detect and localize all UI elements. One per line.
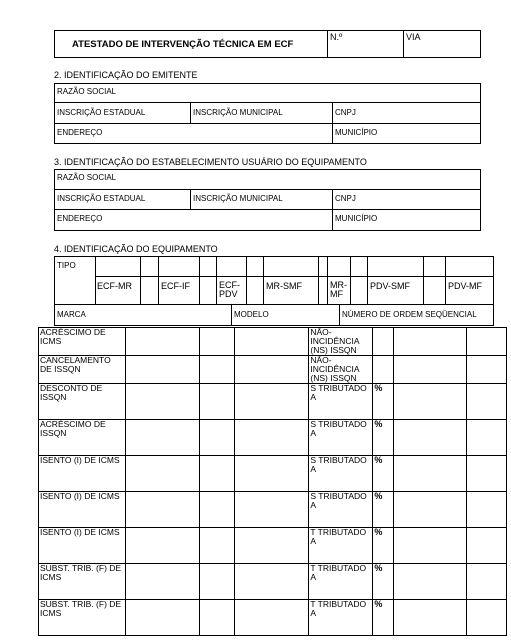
tributo-empty-cell [125, 420, 199, 456]
tributo-empty-cell [234, 600, 309, 636]
tributo-empty-cell [199, 564, 234, 600]
tributo-empty-cell [199, 492, 234, 528]
equipamento-marca: MARCA [57, 310, 86, 319]
equipamento-row-line-1 [95, 276, 494, 277]
tributo-empty-cell [234, 456, 309, 492]
equipamento-section-title: 4. IDENTIFICAÇÃO DO EQUIPAMENTO [54, 244, 218, 254]
equipamento-numero-ordem: NÚMERO DE ORDEM SEQÜENCIAL [342, 310, 477, 319]
tipo-col-line [367, 256, 368, 304]
marca-col-line [231, 304, 232, 326]
tributo-empty-cell [467, 492, 507, 528]
tributo-pct-label: % [373, 384, 394, 420]
equipamento-row-line-2 [54, 304, 494, 305]
tipo-col-line [350, 256, 351, 304]
tributo-empty-cell [467, 356, 507, 384]
header-divider-1 [327, 30, 328, 58]
tributo-empty-cell [394, 600, 467, 636]
tipo-col-line [327, 256, 328, 304]
estabelecimento-cnpj: CNPJ [335, 194, 356, 203]
tributo-mid-label: S TRIBUTADO A [309, 420, 373, 456]
emitente-row-line-1 [54, 102, 481, 103]
tributo-empty-cell [234, 492, 309, 528]
tributo-empty-cell [199, 600, 234, 636]
tributo-left-label: ACRÉSCIMO DE ISSQN [39, 420, 126, 456]
tributo-mid-label: T TRIBUTADO A [309, 600, 373, 636]
tributo-empty-cell [467, 420, 507, 456]
tributo-empty-cell [467, 528, 507, 564]
estabelecimento-row-line-1 [54, 189, 481, 190]
tipo-pdv-mf: PDV-MF [448, 281, 483, 291]
tipo-pdv-smf: PDV-SMF [370, 281, 411, 291]
tributo-pct-label: % [373, 420, 394, 456]
tributo-row [39, 356, 507, 384]
tributo-empty-cell [199, 456, 234, 492]
tributo-empty-cell [394, 384, 467, 420]
tributo-empty-cell [467, 384, 507, 420]
tributo-empty-cell [199, 328, 234, 356]
numero-label: N.º [330, 32, 343, 42]
emitente-col-line-2 [332, 102, 333, 144]
tributo-left-label: ISENTO (I) DE ICMS [39, 456, 126, 492]
tipo-col-line [158, 256, 159, 304]
tributo-empty-cell [234, 356, 309, 384]
tributo-empty-cell [125, 328, 199, 356]
tributo-empty-cell [394, 456, 467, 492]
tributo-left-label: SUBST. TRIB. (F) DE ICMS [39, 564, 126, 600]
tributo-empty-cell [234, 384, 309, 420]
tributo-row [39, 492, 507, 528]
tributo-row [39, 456, 507, 492]
estabelecimento-row-line-2 [54, 209, 481, 210]
header-divider-2 [403, 30, 404, 58]
tipo-col-line [95, 256, 96, 304]
tributo-empty-cell [199, 384, 234, 420]
tributo-empty-cell [125, 564, 199, 600]
tributo-empty-cell [394, 492, 467, 528]
tributo-row [39, 564, 507, 600]
estabelecimento-municipio: MUNICÍPIO [335, 214, 378, 223]
tributo-empty-cell [125, 600, 199, 636]
tributo-empty-cell [394, 528, 467, 564]
tributo-left-label: ISENTO (I) DE ICMS [39, 528, 126, 564]
tributo-empty-cell [467, 600, 507, 636]
tipo-col-line [246, 256, 247, 304]
tributo-empty-cell [234, 528, 309, 564]
tributo-empty-cell [234, 328, 309, 356]
estabelecimento-razao-social: RAZÃO SOCIAL [57, 173, 117, 182]
document-title: ATESTADO DE INTERVENÇÃO TÉCNICA EM ECF [72, 39, 294, 50]
modelo-col-line [339, 304, 340, 326]
tributo-empty-cell [467, 328, 507, 356]
tributo-empty-cell [125, 492, 199, 528]
estabelecimento-col-line-2 [332, 189, 333, 231]
tributo-pct-label: % [373, 564, 394, 600]
tributo-empty-cell [199, 356, 234, 384]
emitente-endereco: ENDEREÇO [57, 128, 103, 137]
tributo-pct-label: % [373, 492, 394, 528]
equipamento-modelo: MODELO [234, 310, 269, 319]
tributo-empty-cell [125, 528, 199, 564]
tipo-mr-mf: MR-MF [330, 280, 347, 299]
tributo-mid-label: T TRIBUTADO A [309, 528, 373, 564]
estabelecimento-inscricao-estadual: INSCRIÇÃO ESTADUAL [57, 194, 146, 203]
tributo-empty-cell [234, 420, 309, 456]
tributo-mid-label: NÃO-INCIDÊNCIA (NS) ISSQN [309, 356, 373, 384]
tipo-ecf-if: ECF-IF [161, 281, 190, 291]
emitente-cnpj: CNPJ [335, 108, 356, 117]
tributo-pct-label [373, 328, 394, 356]
tributo-empty-cell [125, 356, 199, 384]
emitente-section-title: 2. IDENTIFICAÇÃO DO EMITENTE [54, 70, 198, 80]
tributo-left-label: SUBST. TRIB. (F) DE ICMS [39, 600, 126, 636]
tributo-left-label: ACRÉSCIMO DE ICMS [39, 328, 126, 356]
tributo-mid-label: T TRIBUTADO A [309, 564, 373, 600]
estabelecimento-endereco: ENDEREÇO [57, 214, 103, 223]
tributo-empty-cell [199, 420, 234, 456]
tributo-pct-label: % [373, 528, 394, 564]
estabelecimento-section-title: 3. IDENTIFICAÇÃO DO ESTABELECIMENTO USUÁRIO DO EQUIPAMENTO [54, 157, 367, 167]
estabelecimento-col-line-1 [190, 189, 191, 209]
tipo-mr-smf: MR-SMF [266, 281, 302, 291]
tributo-empty-cell [394, 356, 467, 384]
tributo-row [39, 384, 507, 420]
tributo-empty-cell [125, 456, 199, 492]
tributo-mid-label: S TRIBUTADO A [309, 384, 373, 420]
tipo-col-line [318, 256, 319, 304]
tributo-empty-cell [125, 384, 199, 420]
tributos-table [38, 327, 507, 636]
tributo-row [39, 528, 507, 564]
emitente-inscricao-estadual: INSCRIÇÃO ESTADUAL [57, 108, 146, 117]
emitente-col-line-1 [190, 102, 191, 123]
tributo-pct-label: % [373, 456, 394, 492]
tipo-col-line [216, 256, 217, 304]
emitente-municipio: MUNICÍPIO [335, 128, 378, 137]
via-label: VIA [406, 32, 421, 42]
tributo-mid-label: S TRIBUTADO A [309, 456, 373, 492]
emitente-row-line-2 [54, 123, 481, 124]
tributo-pct-label [373, 356, 394, 384]
tributo-empty-cell [234, 564, 309, 600]
tributo-empty-cell [394, 420, 467, 456]
tributo-left-label: CANCELAMENTO DE ISSQN [39, 356, 126, 384]
tipo-col-line [140, 256, 141, 304]
tributo-row [39, 328, 507, 356]
tipo-col-line [199, 256, 200, 304]
tributo-left-label: ISENTO (I) DE ICMS [39, 492, 126, 528]
estabelecimento-inscricao-municipal: INSCRIÇÃO MUNICIPAL [193, 194, 283, 203]
emitente-razao-social: RAZÃO SOCIAL [57, 87, 117, 96]
tributo-empty-cell [467, 564, 507, 600]
tributo-mid-label: S TRIBUTADO A [309, 492, 373, 528]
tipo-ecf-mr: ECF-MR [97, 281, 132, 291]
emitente-inscricao-municipal: INSCRIÇÃO MUNICIPAL [193, 108, 283, 117]
tributo-pct-label: % [373, 600, 394, 636]
tributo-empty-cell [394, 328, 467, 356]
tipo-ecf-pdv: ECF-PDV [219, 280, 240, 299]
tipo-col-line [423, 256, 424, 304]
tributo-empty-cell [467, 456, 507, 492]
tributo-empty-cell [394, 564, 467, 600]
tributo-left-label: DESCONTO DE ISSQN [39, 384, 126, 420]
tipo-col-line [445, 256, 446, 304]
equipamento-tipo: TIPO [57, 261, 76, 270]
tributo-row [39, 420, 507, 456]
tributo-empty-cell [199, 528, 234, 564]
tributo-row [39, 600, 507, 636]
tributo-mid-label: NÃO-INCIDÊNCIA (NS) ISSQN [309, 328, 373, 356]
tipo-col-line [263, 256, 264, 304]
